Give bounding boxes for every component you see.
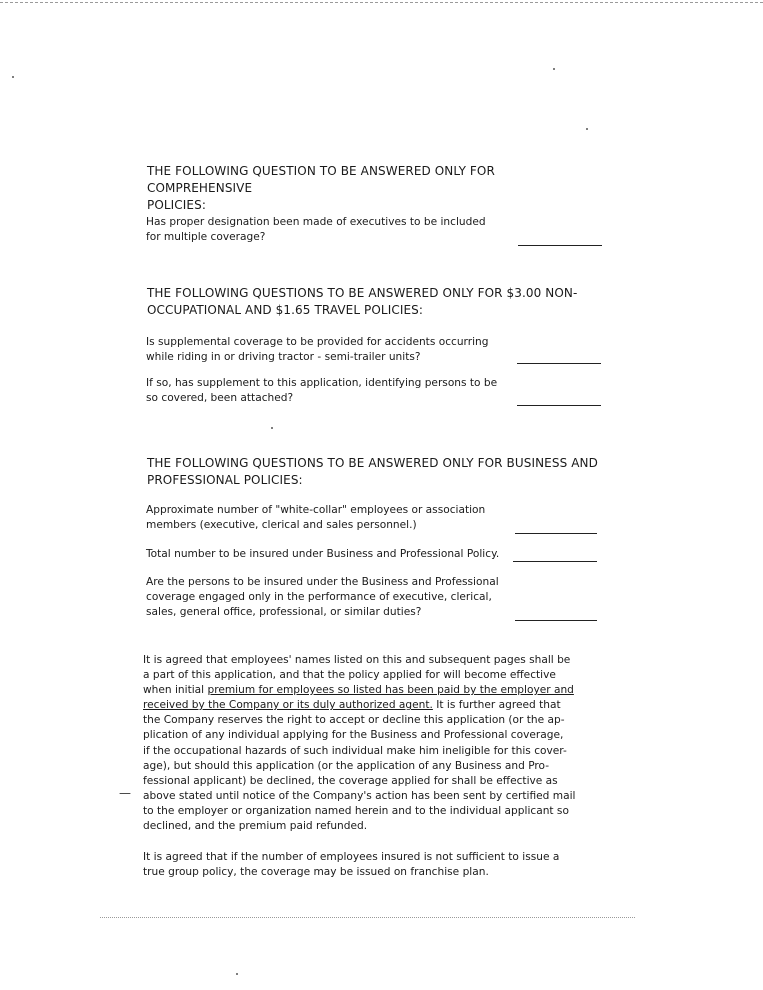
underlined-text: received by the Company or its duly authorized agent. <box>143 699 433 712</box>
heading-line: THE FOLLOWING QUESTION TO BE ANSWERED ONLY FOR COMPREHENSIVE <box>147 164 495 195</box>
paragraph-line: a part of this application, and that the policy applied for will become effective <box>143 669 556 682</box>
section-heading-business-professional <box>147 455 602 489</box>
paragraph-line: if the occupational hazards of such individual make him ineligible for this cover- <box>143 744 567 757</box>
answer-blank-white-collar[interactable] <box>515 533 597 534</box>
paragraph-line <box>143 698 595 713</box>
paragraph-line: It is agreed that if the number of employees insured is not sufficient to issue a <box>143 851 560 863</box>
margin-pen-mark: — <box>119 786 131 800</box>
question-supplement-attached <box>146 376 497 406</box>
question-line: while riding in or driving tractor - semi-trailer units? <box>146 351 421 363</box>
franchise-paragraph <box>143 850 595 880</box>
paragraph-line <box>143 683 595 698</box>
question-line: Are the persons to be insured under the Business and Professional <box>146 576 499 588</box>
heading-line: PROFESSIONAL POLICIES: <box>147 473 303 487</box>
question-line: Is supplemental coverage to be provided for accidents occurring <box>146 336 489 348</box>
paragraph-line: true group policy, the coverage may be issued on franchise plan. <box>143 866 489 879</box>
paragraph-line: to the employer or organization named herein and to the individual applicant so <box>143 804 569 817</box>
paragraph-line: age), but should this application (or the application of any Business and Pro- <box>143 759 550 772</box>
answer-blank-supplement-attached[interactable] <box>517 405 601 406</box>
heading-line: OCCUPATIONAL AND $1.65 TRAVEL POLICIES: <box>147 303 424 317</box>
question-line: coverage engaged only in the performance of executive, clerical, <box>146 591 492 603</box>
answer-blank-supplemental[interactable] <box>517 363 601 364</box>
question-line: for multiple coverage? <box>146 231 266 243</box>
paragraph-line: declined, and the premium paid refunded. <box>143 820 368 833</box>
question-line: members (executive, clerical and sales personnel.) <box>146 519 417 531</box>
scan-speck <box>12 76 14 78</box>
answer-blank-duties[interactable] <box>515 620 597 621</box>
question-executives-designation <box>146 215 486 245</box>
line-text: when initial <box>143 684 208 697</box>
question-line: so covered, been attached? <box>146 392 294 404</box>
bottom-scan-border <box>100 917 635 918</box>
question-supplemental-coverage <box>146 335 488 365</box>
paragraph-line: fessional applicant) be declined, the coverage applied for shall be effective as <box>143 774 558 787</box>
question-total-insured <box>146 547 499 562</box>
section-heading-comprehensive <box>147 163 602 214</box>
heading-line: THE FOLLOWING QUESTIONS TO BE ANSWERED ONLY FOR BUSINESS AND <box>147 456 598 470</box>
heading-line: POLICIES: <box>147 198 206 212</box>
paragraph-line: plication of any individual applying for the Business and Professional coverage, <box>143 729 564 742</box>
question-line: If so, has supplement to this application, identifying persons to be <box>146 377 498 389</box>
paragraph-line: the Company reserves the right to accept or decline this application (or the ap- <box>143 714 565 727</box>
agreement-paragraph <box>143 653 595 834</box>
scan-speck <box>553 68 555 70</box>
answer-blank-executives[interactable] <box>518 245 602 246</box>
paragraph-line: above stated until notice of the Company's action has been sent by certified mail <box>143 789 576 802</box>
question-line: Approximate number of "white-collar" employees or association <box>146 504 486 516</box>
question-white-collar-count <box>146 503 485 533</box>
answer-blank-total-insured[interactable] <box>513 561 597 562</box>
question-duties <box>146 575 499 620</box>
paragraph-line: It is agreed that employees' names listed on this and subsequent pages shall be <box>143 654 571 666</box>
scan-speck <box>271 427 273 429</box>
question-line: Total number to be insured under Business and Professional Policy. <box>146 548 500 560</box>
top-scan-border <box>0 2 763 3</box>
question-line: sales, general office, professional, or similar duties? <box>146 606 422 618</box>
section-heading-non-occupational <box>147 285 602 319</box>
line-text: It is further agreed that <box>432 699 561 712</box>
scan-speck <box>236 973 238 975</box>
heading-line: THE FOLLOWING QUESTIONS TO BE ANSWERED ONLY FOR $3.00 NON- <box>147 286 578 300</box>
scan-speck <box>586 128 588 130</box>
question-line: Has proper designation been made of executives to be included <box>146 216 486 228</box>
underlined-text: premium for employees so listed has been paid by the employer and <box>207 684 574 697</box>
